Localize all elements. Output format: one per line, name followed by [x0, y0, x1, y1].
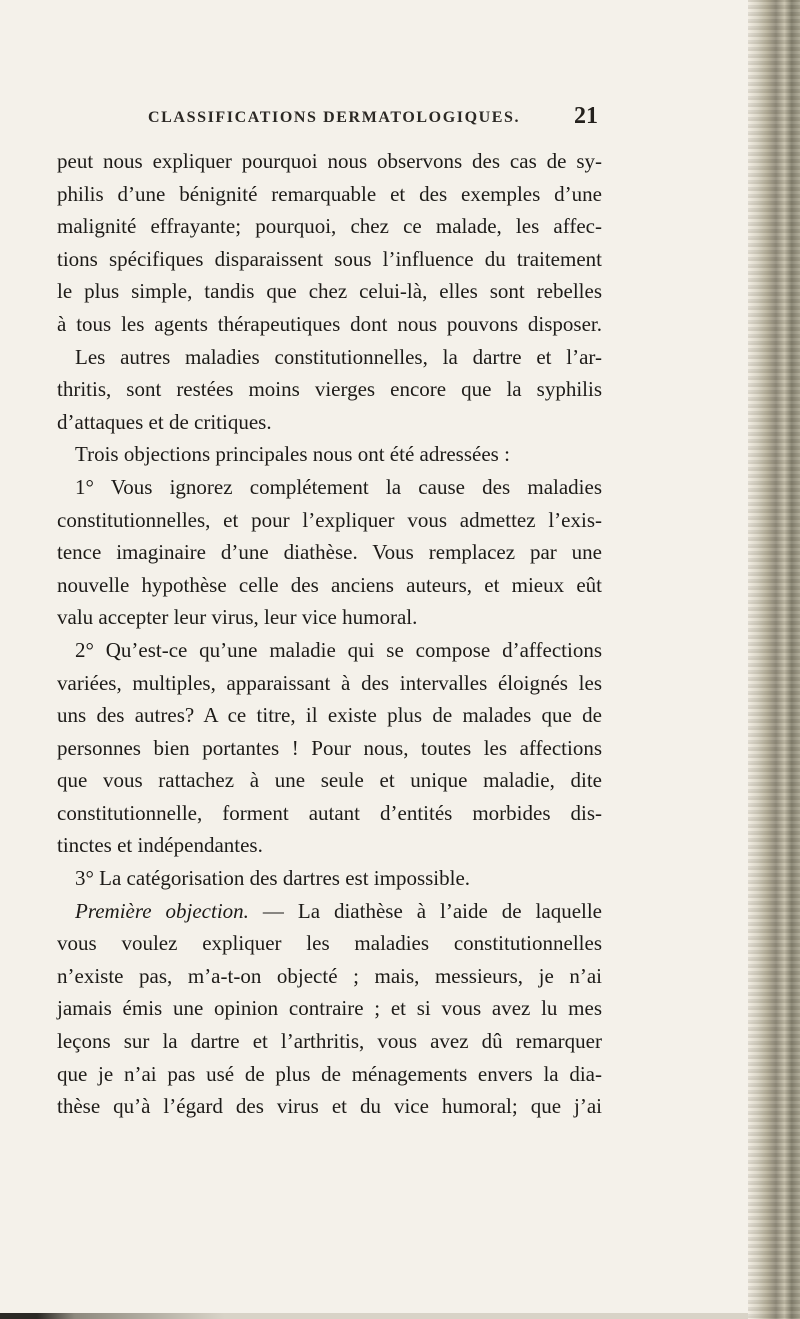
italic-heading: Première objection.	[75, 898, 249, 923]
text-line: tence imaginaire d’une diathèse. Vous remplacez par une	[57, 540, 602, 565]
text-line: jamais émis une opinion contraire ; et si vous avez lu mes	[57, 996, 602, 1021]
text-line: peut nous expliquer pourquoi nous observons des cas de sy-	[57, 149, 602, 173]
text-line: Trois objections principales nous ont été adressées :	[75, 442, 510, 467]
text-line: à tous les agents thérapeutiques dont nous pouvons disposer.	[57, 311, 602, 336]
text-line: tions spécifiques disparaissent sous l’influence du traitement	[57, 246, 602, 271]
text-line: que je n’ai pas usé de plus de ménagements envers la dia-	[57, 1061, 602, 1086]
text-line: vous voulez expliquer les maladies constitutionnelles	[57, 931, 602, 956]
text-line: d’attaques et de critiques.	[57, 409, 272, 434]
running-title: CLASSIFICATIONS DERMATOLOGIQUES.	[148, 109, 521, 126]
text-line: Les autres maladies constitutionnelles, la dartre et l’ar-	[75, 344, 602, 369]
text-line: philis d’une bénignité remarquable et des exemples d’une	[57, 181, 602, 206]
text-line: que vous rattachez à une seule et unique maladie, dite	[57, 768, 602, 793]
page-body	[57, 145, 602, 1123]
text-line: 1° Vous ignorez complétement la cause des maladies	[75, 474, 602, 499]
page-edge	[748, 0, 800, 1319]
page-number: 21	[574, 103, 598, 129]
text-fragment: — La diathèse à l’aide de laquelle	[262, 898, 602, 923]
text-line: n’existe pas, m’a-t-on objecté ; mais, messieurs, je n’ai	[57, 963, 602, 988]
running-head	[148, 103, 598, 131]
text-line: valu accepter leur virus, leur vice humoral.	[57, 605, 418, 630]
text-line: constitutionnelle, forment autant d’entités morbides dis-	[57, 800, 602, 825]
text-line: malignité effrayante; pourquoi, chez ce malade, les affec-	[57, 214, 602, 239]
text-line: le plus simple, tandis que chez celui-là, elles sont rebelles	[57, 279, 602, 304]
text-line: constitutionnelles, et pour l’expliquer vous admettez l’exis-	[57, 507, 602, 532]
text-line	[57, 895, 602, 928]
text-line: thèse qu’à l’égard des virus et du vice humoral; que j’ai	[57, 1094, 602, 1119]
text-line: uns des autres? A ce titre, il existe plus de malades que de	[57, 703, 602, 728]
text-line: personnes bien portantes ! Pour nous, toutes les affections	[57, 735, 602, 760]
text-line: leçons sur la dartre et l’arthritis, vous avez dû remarquer	[57, 1029, 602, 1054]
text-line: nouvelle hypothèse celle des anciens auteurs, et mieux eût	[57, 572, 602, 597]
text-line: thritis, sont restées moins vierges encore que la syphilis	[57, 377, 602, 402]
text-line: 2° Qu’est-ce qu’une maladie qui se compose d’affections	[75, 637, 602, 662]
text-line: tinctes et indépendantes.	[57, 833, 263, 858]
text-line: variées, multiples, apparaissant à des intervalles éloignés les	[57, 670, 602, 695]
text-line: 3° La catégorisation des dartres est impossible.	[75, 866, 471, 891]
bottom-edge	[0, 1313, 748, 1319]
